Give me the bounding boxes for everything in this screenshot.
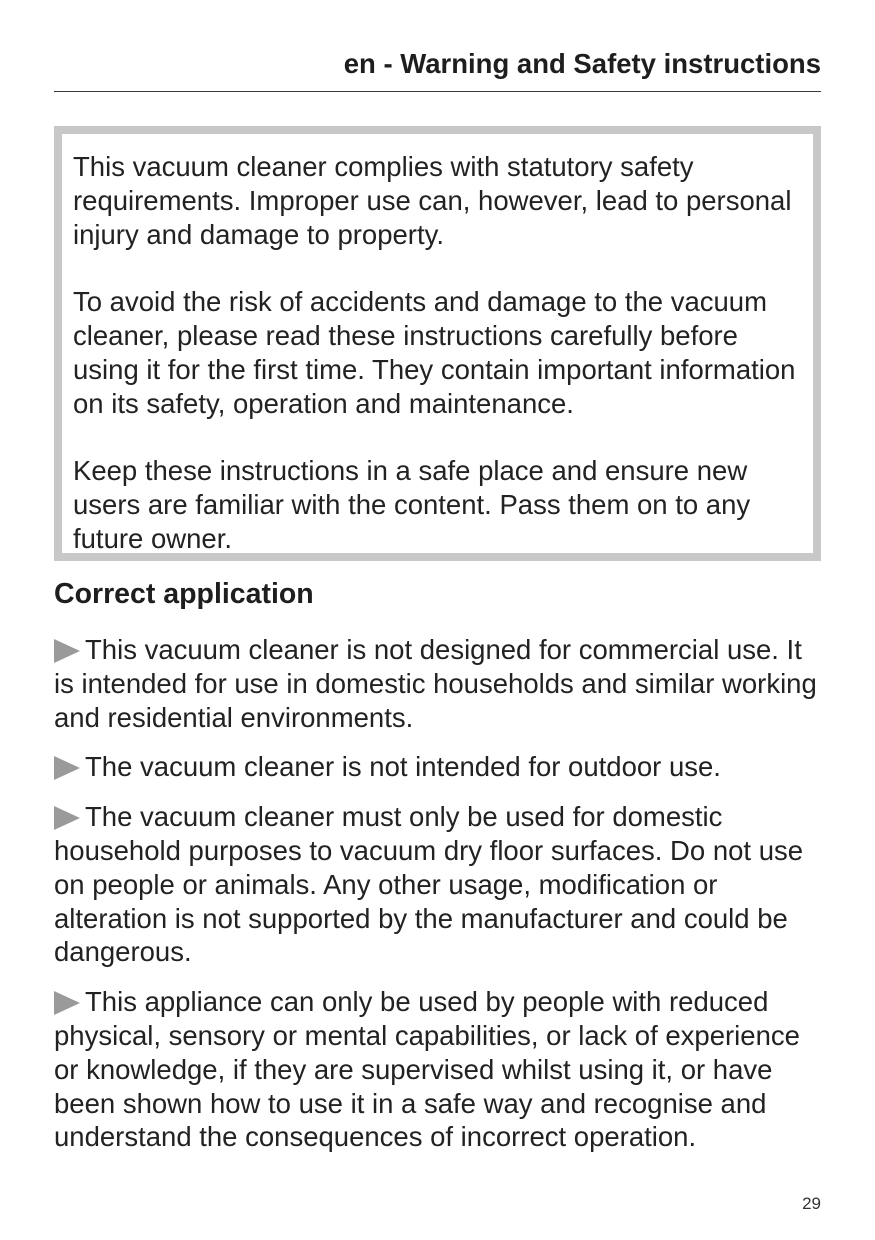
instruction-text: The vacuum cleaner is not intended for outdoor use. xyxy=(85,751,721,783)
instruction-list xyxy=(54,633,824,1170)
arrow-bullet-icon xyxy=(54,991,80,1015)
notice-paragraph: To avoid the risk of accidents and damage to the vacuum cleaner, please read these instructions carefully before using it for the first time. They contain important information on its safety, operation and maintenance. xyxy=(73,286,796,419)
notice-paragraph: This vacuum cleaner complies with statutory safety requirements. Improper use can, however, lead to personal injury and damage to property. xyxy=(73,151,792,250)
instruction-item xyxy=(54,800,824,969)
instruction-item xyxy=(54,985,824,1154)
instruction-text: This vacuum cleaner is not designed for commercial use. It is intended for use in domestic households and similar working and residential environments. xyxy=(54,634,817,733)
instruction-item xyxy=(54,633,824,734)
arrow-bullet-icon xyxy=(54,756,80,780)
safety-notice-box xyxy=(54,126,821,561)
arrow-bullet-icon xyxy=(54,639,80,663)
page-header xyxy=(54,47,821,92)
arrow-bullet-icon xyxy=(54,806,80,830)
instruction-text: This appliance can only be used by people with reduced physical, sensory or mental capabilities, or lack of experience or knowledge, if they are supervised whilst using it, or have been shown how to use it in a safe way and recognise and understand the consequences of incorrect operation. xyxy=(54,986,800,1153)
header-title: en - Warning and Safety instructions xyxy=(343,48,821,79)
instruction-item xyxy=(54,750,824,784)
instruction-text: The vacuum cleaner must only be used for domestic household purposes to vacuum dry floor surfaces. Do not use on people or animals. Any other usage, modification or alteration is not supported by the manufacturer and could be dangerous. xyxy=(54,801,804,968)
notice-paragraph: Keep these instructions in a safe place and ensure new users are familiar with the content. Pass them on to any future owner. xyxy=(73,455,751,554)
section-title: Correct application xyxy=(54,578,314,610)
page-number: 29 xyxy=(802,1194,821,1213)
